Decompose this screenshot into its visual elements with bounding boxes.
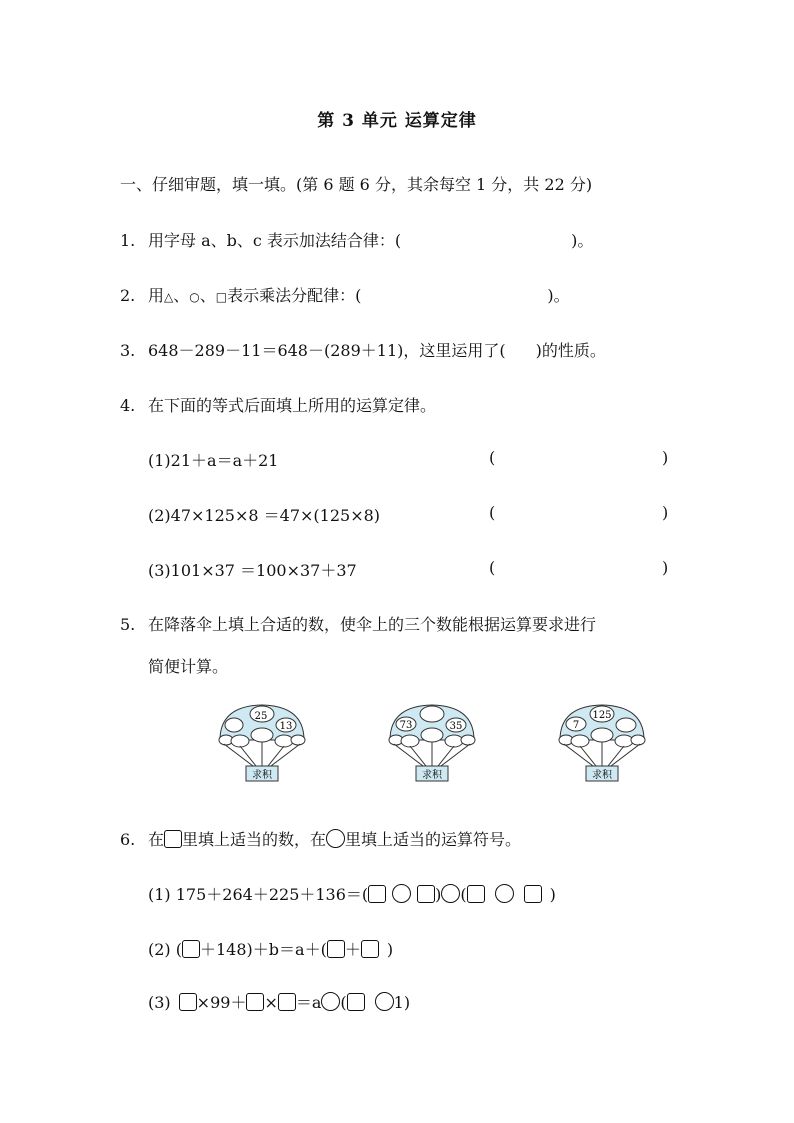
square-symbol: □ <box>215 290 228 304</box>
question-5-line2: 简便计算。 <box>148 657 229 676</box>
question-3 <box>120 338 606 361</box>
parachute-1 <box>216 700 308 784</box>
expression: (3) <box>148 993 171 1012</box>
q4-item-3-expr: (3)101×37 ＝100×37＋37 <box>148 561 357 580</box>
square-blank-icon <box>164 830 182 848</box>
number-box[interactable] <box>179 993 197 1011</box>
number-box[interactable] <box>278 993 296 1011</box>
parachute-label: 求积 <box>252 770 272 781</box>
separator: 、 <box>199 286 216 305</box>
number-box[interactable] <box>327 940 345 958</box>
q4-item-1-close: ) <box>662 448 669 467</box>
q4-item-2-close: ) <box>662 503 669 522</box>
triangle-symbol: △ <box>164 290 174 304</box>
question-text: 用 <box>148 286 165 305</box>
parachute-number: 125 <box>592 710 612 721</box>
page-title: 第 3 单元 运算定律 <box>317 111 477 131</box>
question-text: 表示乘法分配律：( <box>227 286 362 305</box>
question-number: 1. <box>120 231 136 250</box>
parachute-number: 13 <box>279 721 293 732</box>
separator: 、 <box>173 286 190 305</box>
operator-circle[interactable] <box>495 884 514 903</box>
parachute-3 <box>556 700 648 784</box>
question-text-line1: 在降落伞上填上合适的数，使伞上的三个数能根据运算要求进行 <box>148 615 597 634</box>
number-box[interactable] <box>361 940 379 958</box>
q6-part-1: (1) 175＋264＋225＋136＝( ) ( ) <box>148 885 556 904</box>
number-box[interactable] <box>246 993 264 1011</box>
expression: ＋ <box>344 940 361 959</box>
circle-blank-icon <box>326 829 345 848</box>
operator-circle[interactable] <box>321 992 340 1011</box>
question-number: 5. <box>120 615 136 634</box>
parachute-label: 求积 <box>422 770 442 781</box>
q6-part-3 <box>148 990 410 1013</box>
question-5 <box>120 612 596 635</box>
expression: (1) 175＋264＋225＋136＝( <box>148 885 369 904</box>
number-box[interactable] <box>417 885 435 903</box>
number-box[interactable] <box>347 993 365 1011</box>
parachute-number: 7 <box>572 720 580 731</box>
q6-part-2: (2) ( ＋148)＋b＝a＋( ＋ ) <box>148 940 394 959</box>
operator-circle[interactable] <box>375 992 394 1011</box>
question-4 <box>120 393 436 416</box>
circle-symbol: ○ <box>189 290 200 304</box>
question-6 <box>120 827 521 850</box>
q4-item-3-close: ) <box>662 558 669 577</box>
q4-item-2-expr: (2)47×125×8 ＝47×(125×8) <box>148 506 381 525</box>
question-number: 2. <box>120 286 136 305</box>
question-number: 3. <box>120 341 136 360</box>
question-number: 4. <box>120 396 136 415</box>
number-box[interactable] <box>368 885 386 903</box>
parachute-number: 25 <box>254 711 268 722</box>
q4-item-1-expr: (1)21＋a＝a＋21 <box>148 451 279 470</box>
question-1 <box>120 228 593 251</box>
parachute-number: 35 <box>449 721 463 732</box>
question-text: 里填上适当的运算符号。 <box>345 830 522 849</box>
q4-item-2-open: ( <box>489 503 496 522</box>
expression: ( <box>340 993 347 1012</box>
section-heading: 一、仔细审题，填一填。(第 6 题 6 分，其余每空 1 分，共 22 分) <box>120 175 593 194</box>
expression: ＋148)＋b＝a＋( <box>200 940 327 959</box>
parachute-2 <box>386 700 478 784</box>
question-text: 在下面的等式后面填上所用的运算定律。 <box>148 396 437 415</box>
question-text: 用字母 a、b、c 表示加法结合律：( <box>148 231 402 250</box>
q4-item-1-open: ( <box>489 448 496 467</box>
question-2 <box>120 283 570 306</box>
question-text: 648－289－11＝648－(289＋11)，这里运用了( <box>148 341 506 360</box>
operator-circle[interactable] <box>441 884 460 903</box>
close-paren: )。 <box>547 286 570 305</box>
number-box[interactable] <box>182 940 200 958</box>
parachute-number: 73 <box>399 720 413 731</box>
close-paren: )的性质。 <box>535 341 606 360</box>
expression: 1) <box>393 993 411 1012</box>
expression: ＝a <box>295 993 322 1012</box>
close-paren: )。 <box>571 231 594 250</box>
question-text: 里填上适当的数，在 <box>182 830 327 849</box>
operator-circle[interactable] <box>392 884 411 903</box>
parachute-label: 求积 <box>592 770 612 781</box>
expression: ×99＋ <box>196 993 247 1012</box>
expression: (2) ( <box>148 940 182 959</box>
number-box[interactable] <box>524 885 542 903</box>
question-number: 6. <box>120 830 136 849</box>
question-text: 在 <box>148 830 165 849</box>
q4-item-3-open: ( <box>489 558 496 577</box>
expression: × <box>264 993 278 1012</box>
number-box[interactable] <box>467 885 485 903</box>
